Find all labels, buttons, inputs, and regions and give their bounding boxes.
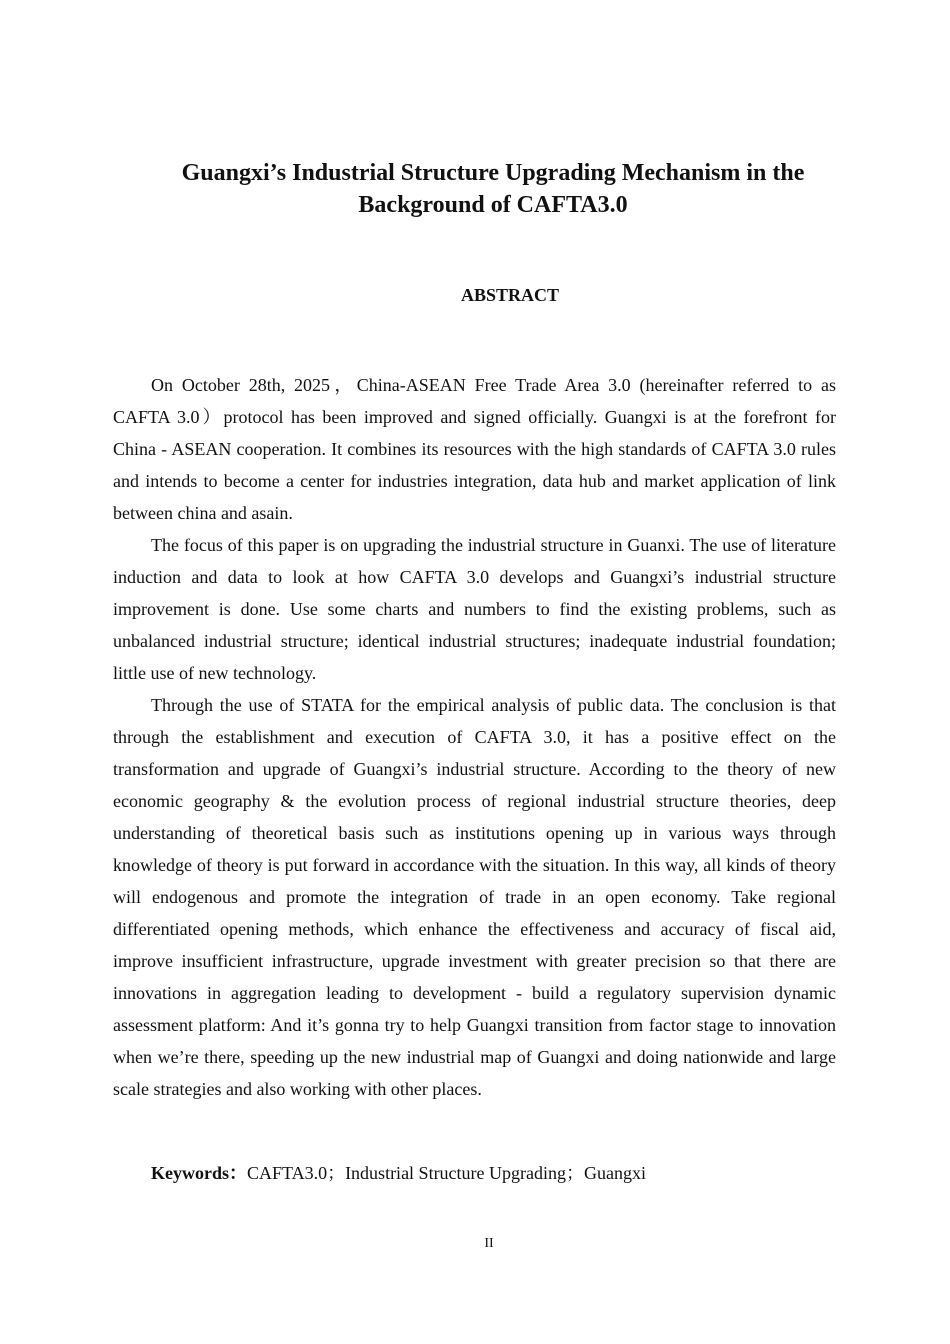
paper-title-line-2: Background of CAFTA3.0 (358, 192, 628, 218)
abstract-paragraph-3: Through the use of STATA for the empirical analysis of public data. The conclusion is that through the establishment and execution of CAFTA 3.0, it has a positive effect on the transformation and upgrade of Guangxi’s industrial structure. According to the theory of new economic geography & the evolution process of regional industrial structure theories, deep understanding of theoretical basis such as institutions opening up in various ways through knowledge of theory is put forward in accordance with the situation. In this way, all kinds of theory will endogenous and promote the integration of trade in an open economy. Take regional differentiated opening methods, which enhance the effectiveness and accuracy of fiscal aid, improve insufficient infrastructure, upgrade investment with greater precision so that there are innovations in aggregation leading to development - build a regulatory supervision dynamic assessment platform: And it’s gonna try to help Guangxi transition from factor stage to innovation when we’re there, speeding up the new industrial map of Guangxi and doing nationwide and large scale strategies and also working with other places. (113, 695, 836, 1099)
abstract-heading: ABSTRACT (460, 285, 560, 305)
paper-title (120, 157, 866, 221)
abstract-paragraph-1: On October 28th, 2025，China-ASEAN Free Trade Area 3.0 (hereinafter referred to as CAFTA 3.0）protocol has been improved and signed officially. Guangxi is at the forefront for China - ASEAN cooperation. It combines its resources with the high standards of CAFTA 3.0 rules and intends to become a center for industries integration, data hub and market application of link between china and asain. (113, 375, 836, 523)
keywords-line (151, 1160, 646, 1186)
keywords-text: CAFTA3.0；Industrial Structure Upgrading；Guangxi (247, 1163, 647, 1183)
abstract-paragraph-2: The focus of this paper is on upgrading the industrial structure in Guanxi. The use of literature induction and data to look at how CAFTA 3.0 develops and Guangxi’s industrial structure improvement is done. Use some charts and numbers to find the existing problems, such as unbalanced industrial structure; identical industrial structures; inadequate industrial foundation; little use of new technology. (113, 535, 836, 683)
paper-title-line-1: Guangxi’s Industrial Structure Upgrading Mechanism in the (181, 160, 805, 186)
page-number: II (484, 1236, 494, 1251)
abstract-body (113, 369, 836, 1105)
keywords-label: Keywords： (151, 1163, 247, 1183)
